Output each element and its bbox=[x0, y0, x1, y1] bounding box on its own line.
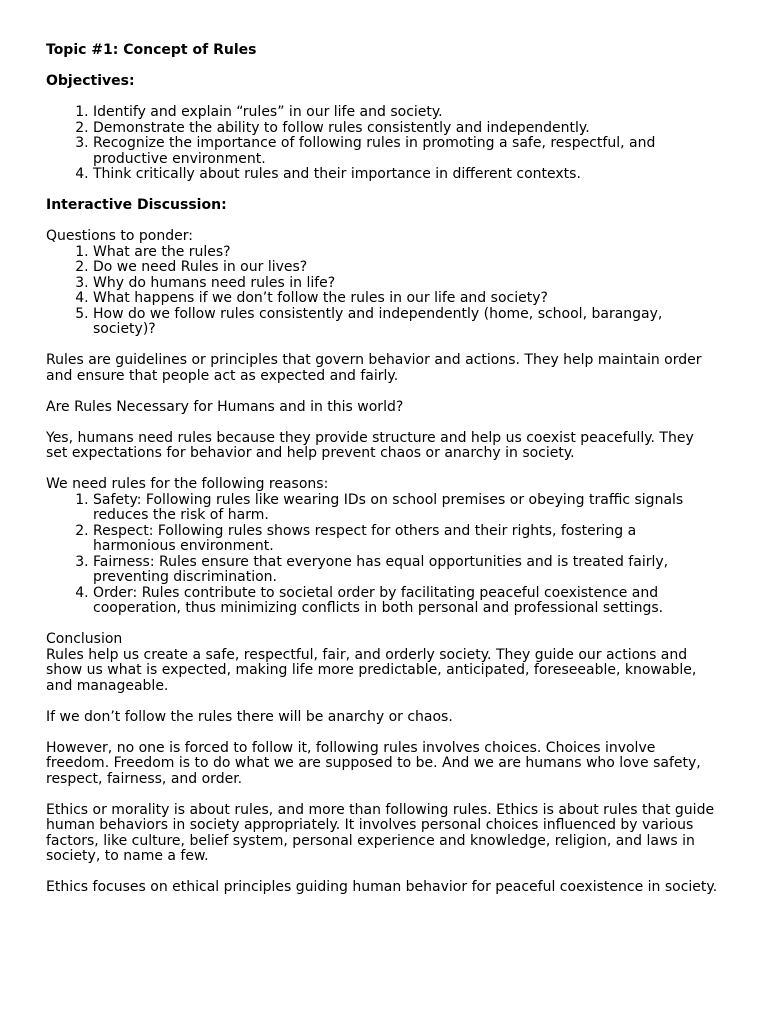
spacer bbox=[46, 415, 718, 431]
reasons-list bbox=[46, 493, 718, 617]
reason-item: 1. Safety: Following rules like wearing IDs on school premises or obeying traffic signals reduces the risk of harm. bbox=[93, 493, 718, 524]
question-item: 2. Do we need Rules in our lives? bbox=[93, 260, 718, 276]
spacer bbox=[46, 90, 718, 106]
reasons-intro: We need rules for the following reasons: bbox=[46, 476, 329, 492]
document-title: Topic #1: Concept of Rules bbox=[46, 42, 257, 58]
discussion-heading: Interactive Discussion: bbox=[46, 197, 227, 213]
spacer bbox=[46, 865, 718, 881]
spacer bbox=[46, 338, 718, 354]
reason-item: 3. Fairness: Rules ensure that everyone has equal opportunities and is treated fairly, preventing discrimination. bbox=[93, 555, 718, 586]
objective-item: 2. Demonstrate the ability to follow rules consistently and independently. bbox=[93, 121, 718, 137]
necessity-question: Are Rules Necessary for Humans and in this world? bbox=[46, 398, 404, 415]
question-item: 1. What are the rules? bbox=[93, 245, 718, 261]
spacer bbox=[46, 59, 718, 75]
spacer bbox=[46, 214, 718, 230]
anarchy-paragraph: If we don’t follow the rules there will be anarchy or chaos. bbox=[46, 708, 453, 725]
spacer bbox=[46, 694, 718, 710]
choices-paragraph: However, no one is forced to follow it, following rules involves choices. Choices involve freedom. Freedom is to do what we are supposed to be. And we are humans who love safety, respect, fairness, and order. bbox=[46, 739, 701, 787]
ethics-focus-paragraph: Ethics focuses on ethical principles guiding human behavior for peaceful coexistence in society. bbox=[46, 879, 718, 895]
objective-item: 1. Identify and explain “rules” in our life and society. bbox=[93, 105, 718, 121]
spacer bbox=[46, 787, 718, 803]
spacer bbox=[46, 725, 718, 741]
spacer bbox=[46, 462, 718, 478]
spacer bbox=[46, 617, 718, 633]
conclusion-heading: Conclusion bbox=[46, 631, 123, 647]
questions-intro: Questions to ponder: bbox=[46, 228, 193, 244]
ethics-paragraph: Ethics or morality is about rules, and more than following rules. Ethics is about rules that guide human behaviors in society appropriately. It involves personal choices influenced by various factors, like culture, belief system, personal experience and knowledge, religion, and laws in society, to name a few. bbox=[46, 801, 715, 864]
questions-list bbox=[46, 245, 718, 338]
document-page bbox=[46, 43, 718, 896]
question-item: 3. Why do humans need rules in life? bbox=[93, 276, 718, 292]
conclusion-paragraph: Rules help us create a safe, respectful, fair, and orderly society. They guide our actions and show us what is expected, making life more predictable, anticipated, foreseeable, knowable, and manageable. bbox=[46, 646, 697, 694]
objective-item: 4. Think critically about rules and their importance in different contexts. bbox=[93, 167, 718, 183]
spacer bbox=[46, 183, 718, 199]
question-item: 5. How do we follow rules consistently and independently (home, school, barangay, society)? bbox=[93, 307, 718, 338]
necessity-answer-paragraph: Yes, humans need rules because they provide structure and help us coexist peacefully. They set expectations for behavior and help prevent chaos or anarchy in society. bbox=[46, 429, 694, 461]
rules-definition-paragraph: Rules are guidelines or principles that govern behavior and actions. They help maintain order and ensure that people act as expected and fairly. bbox=[46, 352, 702, 384]
reason-item: 2. Respect: Following rules shows respect for others and their rights, fostering a harmonious environment. bbox=[93, 524, 718, 555]
reason-item: 4. Order: Rules contribute to societal order by facilitating peaceful coexistence and cooperation, thus minimizing conflicts in both personal and professional settings. bbox=[93, 586, 718, 617]
spacer bbox=[46, 384, 718, 400]
objective-item: 3. Recognize the importance of following rules in promoting a safe, respectful, and productive environment. bbox=[93, 136, 718, 167]
objectives-list bbox=[46, 105, 718, 183]
question-item: 4. What happens if we don’t follow the rules in our life and society? bbox=[93, 291, 718, 307]
objectives-heading: Objectives: bbox=[46, 73, 135, 89]
